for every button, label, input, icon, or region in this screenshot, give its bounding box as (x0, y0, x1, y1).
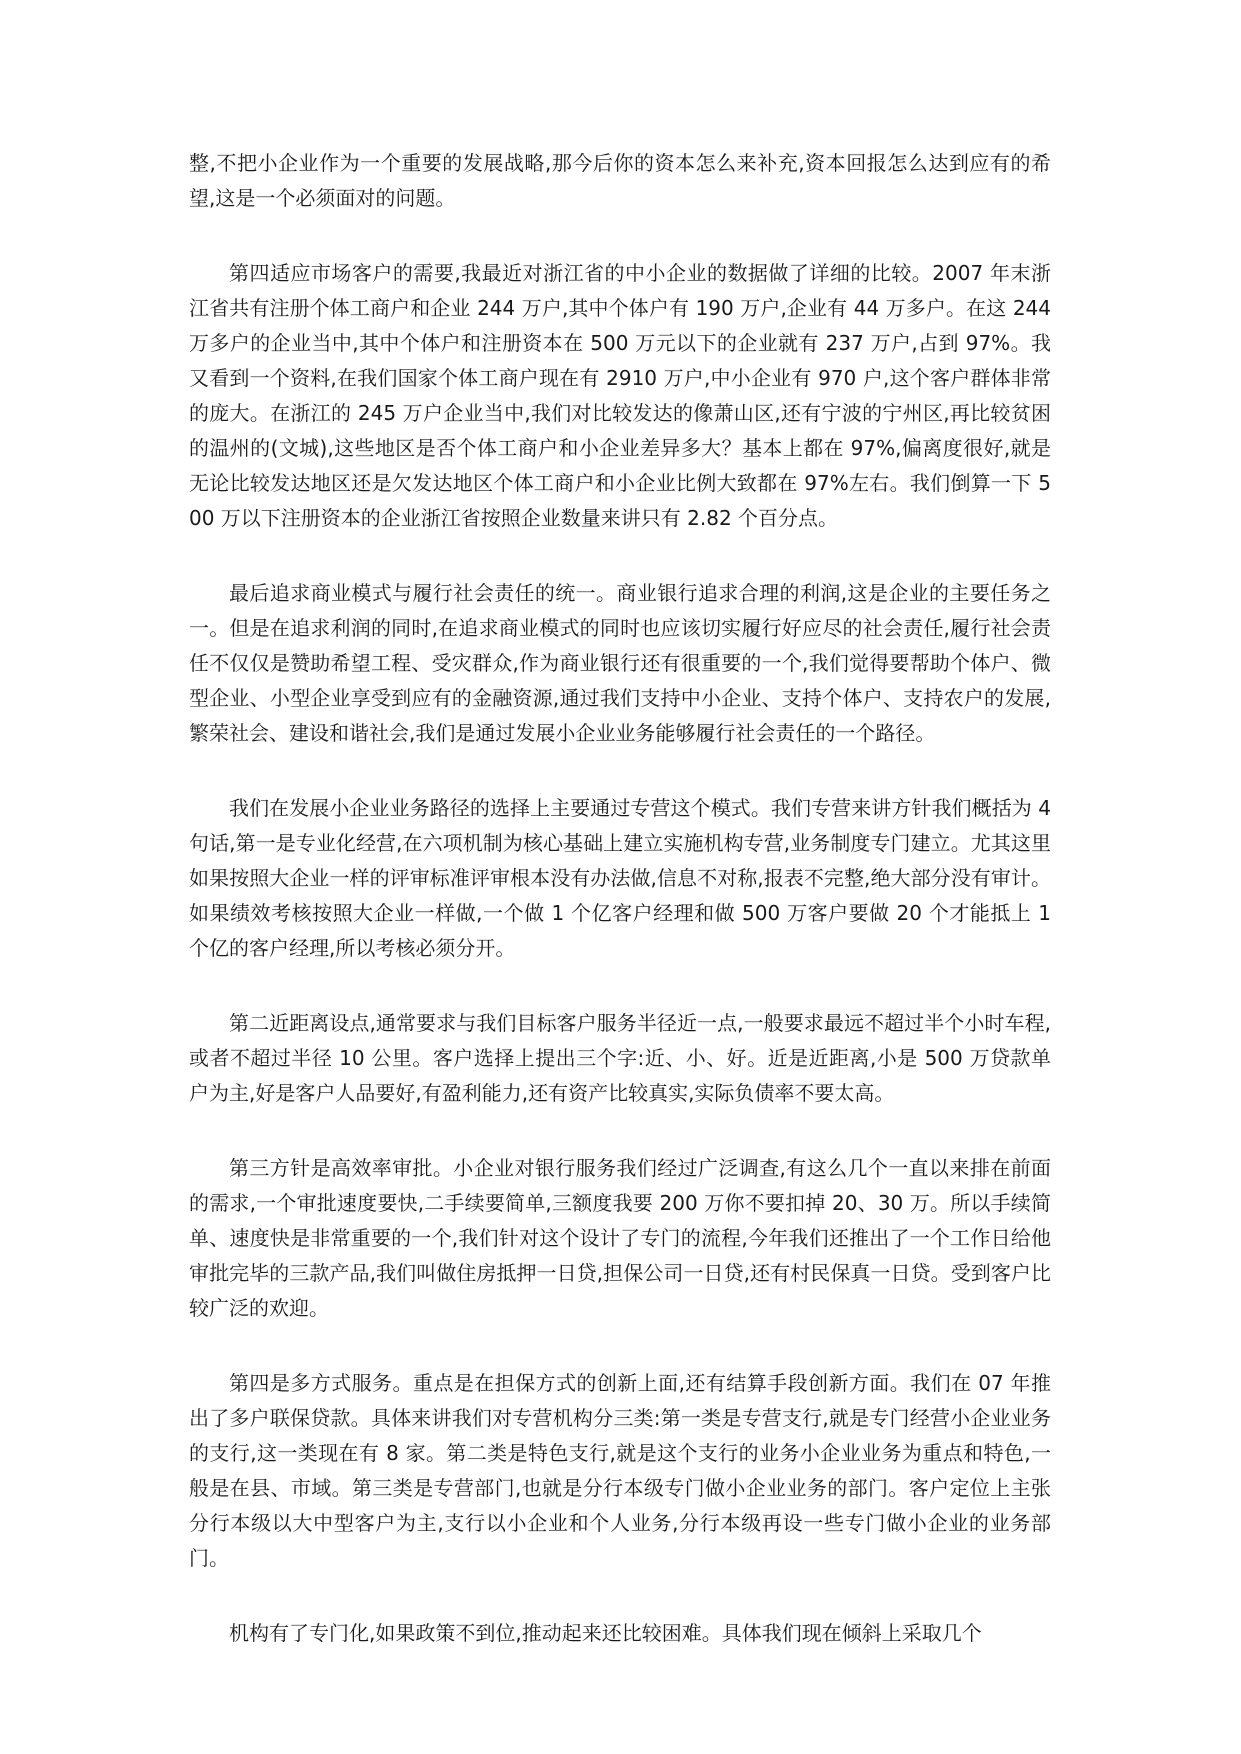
paragraph-multiple-services: 第四是多方式服务。重点是在担保方式的创新上面,还有结算手段创新方面。我们在 07 年推出了多户联保贷款。具体来讲我们对专营机构分三类:第一类是专营支行,就是专门经营小企业业务的支行,这一类现在有 8 家。第二类是特色支行,就是这个支行的业务小企业业务为重点和特色,一般是在县、市域。第三类是专营部门,也就是分行本级专门做小企业业务的部门。客户定位上主张分行本级以大中型客户为主,支行以小企业和个人业务,分行本级再设一些专门做小企业的业务部门。 (189, 1371, 1051, 1570)
paragraph-policy: 机构有了专门化,如果政策不到位,推动起来还比较困难。具体我们现在倾斜上采取几个 (229, 1621, 982, 1645)
paragraph-social-responsibility: 最后追求商业模式与履行社会责任的统一。商业银行追求合理的利润,这是企业的主要任务之一。但是在追求利润的同时,在追求商业模式的同时也应该切实履行好应尽的社会责任,履行社会责任不仅仅是赞助希望工程、受灾群众,作为商业银行还有很重要的一个,我们觉得要帮助个体户、微型企业、小型企业享受到应有的金融资源,通过我们支持中小企业、支持个体户、支持农户的发展,繁荣社会、建设和谐社会,我们是通过发展小企业业务能够履行社会责任的一个路径。 (189, 581, 1051, 745)
paragraph-efficient-approval: 第三方针是高效率审批。小企业对银行服务我们经过广泛调查,有这么几个一直以来排在前面的需求,一个审批速度要快,二手续要简单,三额度我要 200 万你不要扣掉 20、30 万。所以手续简单、速度快是非常重要的一个,我们针对这个设计了专门的流程,今年我们还推出了一个工作日给他审批完毕的三款产品,我们叫做住房抵押一日贷,担保公司一日贷,还有村民保真一日贷。受到客户比较广泛的欢迎。 (189, 1156, 1051, 1320)
paragraph-continuation: 整,不把小企业作为一个重要的发展战略,那今后你的资本怎么来补充,资本回报怎么达到应有的希望,这是一个必须面对的问题。 (189, 151, 1051, 210)
paragraph-market-needs: 第四适应市场客户的需要,我最近对浙江省的中小企业的数据做了详细的比较。2007 年末浙江省共有注册个体工商户和企业 244 万户,其中个体户有 190 万户,企业有 44 万多户。在这 244 万多户的企业当中,其中个体户和注册资本在 500 万元以下的企业就有 237 万户,占到 97%。我又看到一个资料,在我们国家个体工商户现在有 2910 万户,中小企业有 970 户,这个客户群体非常的庞大。在浙江的 245 万户企业当中,我们对比较发达的像萧山区,还有宁波的宁州区,再比较贫困的温州的(文城),这些地区是否个体工商户和小企业差异多大？基本上都在 97%,偏离度很好,就是无论比较发达地区还是欠发达地区个体工商户和小企业比例大致都在 97%左右。我们倒算一下 500 万以下注册资本的企业浙江省按照企业数量来讲只有 2.82 个百分点。 (189, 261, 1051, 530)
paragraph-close-distance: 第二近距离设点,通常要求与我们目标客户服务半径近一点,一般要求最远不超过半个小时车程,或者不超过半径 10 公里。客户选择上提出三个字:近、小、好。近是近距离,小是 500 万贷款单户为主,好是客户人品要好,有盈利能力,还有资产比较真实,实际负债率不要太高。 (189, 1011, 1051, 1105)
paragraph-specialized-operation: 我们在发展小企业业务路径的选择上主要通过专营这个模式。我们专营来讲方针我们概括为 4 句话,第一是专业化经营,在六项机制为核心基础上建立实施机构专营,业务制度专门建立。尤其这里如果按照大企业一样的评审标准评审根本没有办法做,信息不对称,报表不完整,绝大部分没有审计。如果绩效考核按照大企业一样做,一个做 1 个亿客户经理和做 500 万客户要做 20 个才能抵上 1 个亿的客户经理,所以考核必须分开。 (189, 796, 1051, 960)
document-body (189, 146, 1051, 1691)
